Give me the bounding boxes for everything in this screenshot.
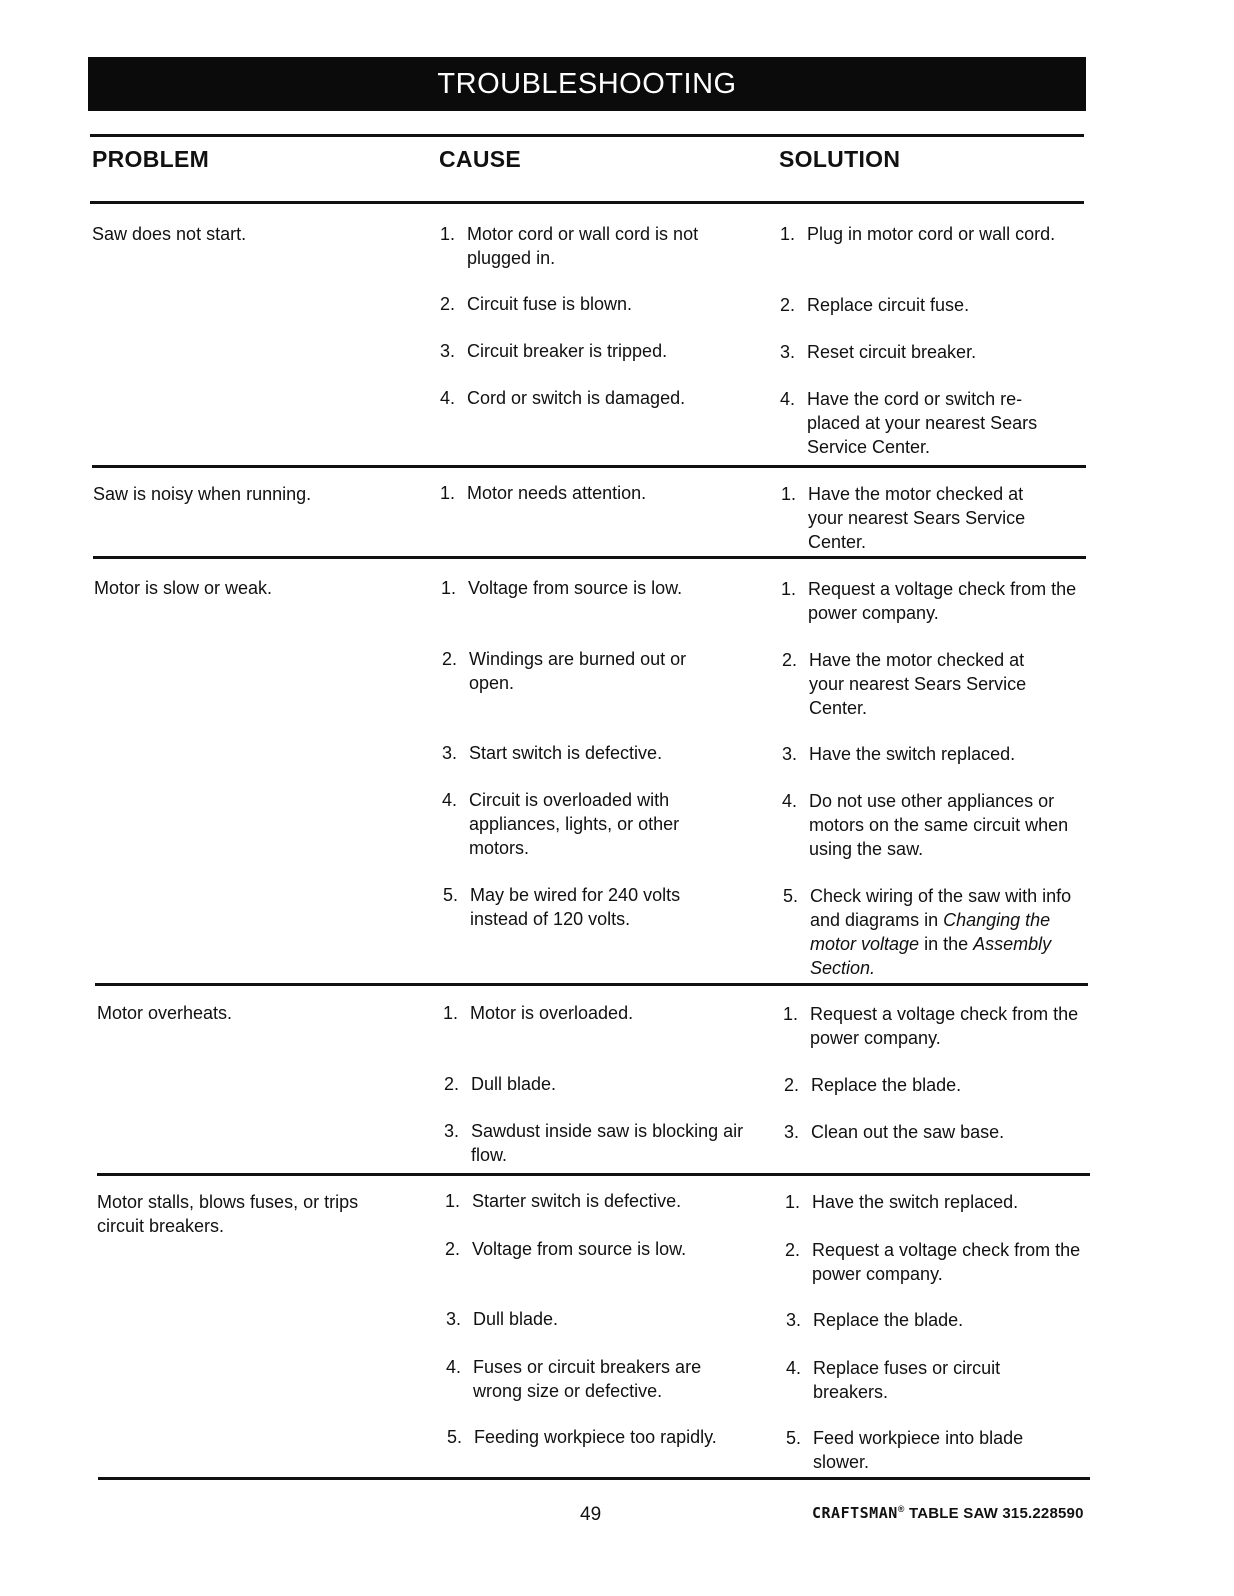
- problem-text: Motor stalls, blows fuses, or trips circuit breakers.: [97, 1192, 359, 1236]
- cause-number: 3.: [440, 341, 456, 361]
- cause-item: [440, 386, 740, 410]
- problem-text: Saw does not start.: [92, 224, 247, 244]
- registered-mark: ®: [897, 1504, 905, 1514]
- cause-number: 1.: [443, 1003, 459, 1023]
- solution-text-emphasis: Assembly Section.: [810, 934, 1052, 978]
- solution-item: [786, 1308, 1096, 1332]
- solution-number: 3.: [782, 744, 798, 764]
- cause-item: [443, 883, 743, 931]
- solution-item: [786, 1356, 1096, 1404]
- cause-item: [443, 1001, 743, 1025]
- solution-number: 2.: [780, 295, 796, 315]
- cause-number: 2.: [445, 1239, 461, 1259]
- solution-item: [783, 1002, 1093, 1050]
- cause-text: Cord or switch is damaged.: [467, 388, 686, 408]
- cause-text: Fuses or circuit breakers are wrong size or defective.: [473, 1357, 702, 1401]
- solution-column-header: SOLUTION: [779, 146, 901, 172]
- solution-text-part: in the: [919, 934, 974, 954]
- solution-text: Have the switch replaced.: [812, 1192, 1019, 1212]
- cause-number: 1.: [440, 483, 456, 503]
- cause-item: [446, 1307, 746, 1331]
- footer-product-label: [812, 1504, 1084, 1522]
- cause-column-header: CAUSE: [439, 146, 522, 172]
- solution-text: Have the switch replaced.: [809, 744, 1016, 764]
- solution-number: 2.: [785, 1240, 801, 1260]
- cause-item: [442, 788, 742, 860]
- header-top-rule: [90, 134, 1084, 137]
- solution-item: [783, 884, 1093, 980]
- solution-item: [780, 222, 1090, 246]
- solution-item: [780, 387, 1090, 459]
- row-divider: [93, 556, 1086, 559]
- table-bottom-rule: [98, 1477, 1090, 1480]
- solution-text: Replace circuit fuse.: [807, 295, 970, 315]
- solution-number: 4.: [786, 1358, 802, 1378]
- solution-text: Plug in motor cord or wall cord.: [807, 224, 1056, 244]
- cause-number: 1.: [440, 224, 456, 244]
- solution-number: 1.: [781, 484, 797, 504]
- solution-item: [781, 577, 1091, 625]
- solution-item: [784, 1073, 1094, 1097]
- cause-number: 4.: [442, 790, 458, 810]
- solution-number: 2.: [782, 650, 798, 670]
- solution-item: [781, 482, 1091, 554]
- solution-number: 2.: [784, 1075, 800, 1095]
- solution-number: 4.: [780, 389, 796, 409]
- cause-number: 1.: [441, 578, 457, 598]
- solution-number: 1.: [780, 224, 796, 244]
- solution-text: Have the cord or switch re- placed at your nearest Sears Service Center.: [807, 389, 1038, 457]
- cause-text: Circuit fuse is blown.: [467, 294, 633, 314]
- cause-item: [440, 222, 740, 270]
- solution-number: 1.: [783, 1004, 799, 1024]
- solution-text: Request a voltage check from the power company.: [812, 1240, 1081, 1284]
- solution-number: 1.: [781, 579, 797, 599]
- solution-text: Request a voltage check from the power company.: [808, 579, 1077, 623]
- solution-text: Replace the blade.: [813, 1310, 964, 1330]
- cause-text: Voltage from source is low.: [468, 578, 683, 598]
- page-number: 49: [580, 1504, 602, 1525]
- cause-item: [442, 741, 742, 765]
- page-title: TROUBLESHOOTING: [88, 57, 1086, 111]
- solution-text: Request a voltage check from the power company.: [810, 1004, 1079, 1048]
- solution-number: 3.: [786, 1310, 802, 1330]
- cause-number: 1.: [445, 1191, 461, 1211]
- problem-text: Motor is slow or weak.: [94, 578, 273, 598]
- cause-number: 3.: [442, 743, 458, 763]
- cause-item: [445, 1237, 745, 1261]
- brand-logo: CRAFTSMAN: [812, 1504, 898, 1522]
- cause-text: Windings are burned out or open.: [469, 649, 687, 693]
- cause-text: Start switch is defective.: [469, 743, 663, 763]
- cause-number: 3.: [444, 1121, 460, 1141]
- cause-text: Circuit is overloaded with appliances, lights, or other motors.: [469, 790, 680, 858]
- cause-item: [444, 1119, 754, 1167]
- cause-item: [441, 576, 741, 600]
- solution-number: 5.: [786, 1428, 802, 1448]
- cause-text: May be wired for 240 volts instead of 120 volts.: [470, 885, 681, 929]
- solution-text: [810, 884, 1095, 980]
- solution-number: 3.: [780, 342, 796, 362]
- solution-item: [782, 648, 1092, 720]
- cause-number: 2.: [444, 1074, 460, 1094]
- solution-text: Replace fuses or circuit breakers.: [813, 1358, 1001, 1402]
- cause-text: Motor cord or wall cord is not plugged in.: [467, 224, 699, 268]
- problem-text: Saw is noisy when running.: [93, 484, 312, 504]
- solution-text: Clean out the saw base.: [811, 1122, 1005, 1142]
- cause-text: Voltage from source is low.: [472, 1239, 687, 1259]
- cause-item: [444, 1072, 744, 1096]
- row-divider: [92, 465, 1086, 468]
- solution-text: Reset circuit breaker.: [807, 342, 977, 362]
- solution-text-part: Check wiring of the saw with info and diagrams in: [810, 886, 1072, 930]
- cause-item: [440, 292, 740, 316]
- cause-number: 3.: [446, 1309, 462, 1329]
- cause-text: Circuit breaker is tripped.: [467, 341, 668, 361]
- solution-item: [782, 742, 1092, 766]
- cause-text: Feeding workpiece too rapidly.: [474, 1427, 717, 1447]
- cause-number: 2.: [440, 294, 456, 314]
- row-divider: [95, 983, 1088, 986]
- solution-number: 1.: [785, 1192, 801, 1212]
- row-divider: [97, 1173, 1090, 1176]
- product-name: TABLE SAW 315.228590: [904, 1505, 1084, 1522]
- cause-text: Starter switch is defective.: [472, 1191, 682, 1211]
- solution-item: [780, 340, 1090, 364]
- cause-item: [440, 339, 740, 363]
- solution-number: 3.: [784, 1122, 800, 1142]
- cause-number: 4.: [440, 388, 456, 408]
- solution-item: [782, 789, 1092, 861]
- cause-text: Sawdust inside saw is blocking air flow.: [471, 1121, 744, 1165]
- cause-number: 4.: [446, 1357, 462, 1377]
- cause-text: Motor needs attention.: [467, 483, 647, 503]
- cause-text: Dull blade.: [473, 1309, 559, 1329]
- solution-number: 5.: [783, 886, 799, 906]
- cause-item: [447, 1425, 757, 1449]
- header-bottom-rule: [90, 201, 1084, 204]
- solution-item: [780, 293, 1090, 317]
- solution-item: [786, 1426, 1096, 1474]
- solution-item: [784, 1120, 1094, 1144]
- cause-text: Dull blade.: [471, 1074, 557, 1094]
- cause-item: [442, 647, 742, 695]
- solution-item: [785, 1190, 1095, 1214]
- cause-number: 5.: [447, 1427, 463, 1447]
- cause-item: [440, 481, 740, 505]
- solution-number: 4.: [782, 791, 798, 811]
- cause-number: 2.: [442, 649, 458, 669]
- solution-text: Do not use other appliances or motors on the same circuit when using the saw.: [809, 791, 1069, 859]
- cause-item: [446, 1355, 746, 1403]
- cause-number: 5.: [443, 885, 459, 905]
- solution-item: [785, 1238, 1095, 1286]
- problem-column-header: PROBLEM: [92, 146, 210, 172]
- solution-text-emphasis: Changing the motor voltage: [810, 910, 1051, 954]
- solution-text: Replace the blade.: [811, 1075, 962, 1095]
- cause-item: [445, 1189, 745, 1213]
- problem-text: Motor overheats.: [97, 1003, 233, 1023]
- solution-text: Have the motor checked at your nearest Sears Service Center.: [808, 484, 1026, 552]
- solution-text: Feed workpiece into blade slower.: [813, 1428, 1024, 1472]
- solution-text: Have the motor checked at your nearest Sears Service Center.: [809, 650, 1027, 718]
- cause-text: Motor is overloaded.: [470, 1003, 634, 1023]
